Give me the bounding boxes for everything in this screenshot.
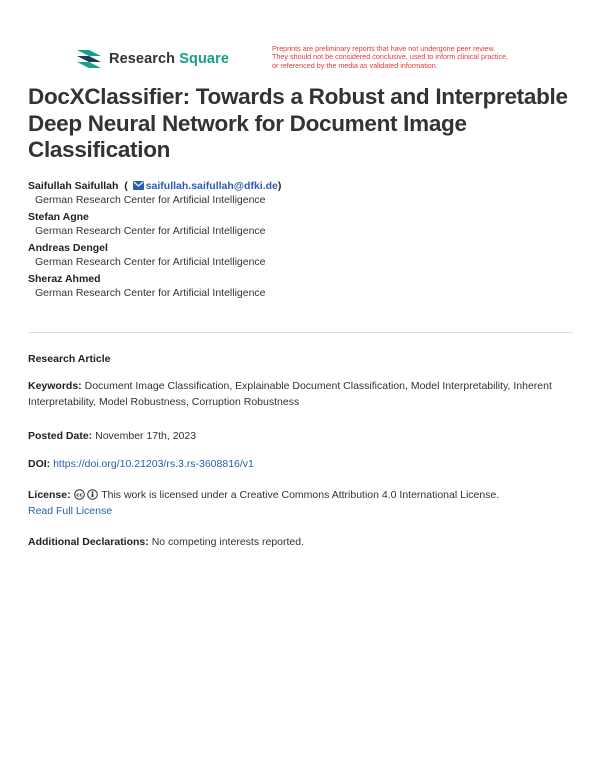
author-affiliation: German Research Center for Artificial Intelligence [35, 256, 266, 268]
license-label: License: [28, 489, 71, 501]
license-text: This work is licensed under a Creative Commons Attribution 4.0 International License. [101, 489, 500, 501]
author-name: Stefan Agne [28, 211, 89, 223]
paper-title: DocXClassifier: Towards a Robust and Interpretable Deep Neural Network for Document Image Classification [28, 84, 568, 162]
doi [28, 456, 573, 472]
author-entry: Saifullah Saifullah ( saifullah.saifullah@dfki.de) German Research Center for Artificial Intelligence [28, 179, 578, 207]
keywords [28, 378, 573, 410]
disclaimer-line: Preprints are preliminary reports that have not undergone peer review. [272, 44, 496, 53]
declarations-label: Additional Declarations: [28, 536, 149, 548]
author-affiliation: German Research Center for Artificial Intelligence [35, 287, 266, 299]
declarations-value: No competing interests reported. [151, 536, 305, 548]
author-name: Saifullah Saifullah [28, 180, 119, 192]
additional-declarations [28, 534, 573, 550]
author-email-link[interactable]: saifullah.saifullah@dfki.de [145, 180, 278, 192]
doi-link[interactable]: https://doi.org/10.21203/rs.3.rs-3608816/v1 [53, 458, 254, 470]
disclaimer-line: They should not be considered conclusive, used to inform clinical practice, [272, 52, 509, 62]
svg-text:cc: cc [75, 492, 83, 499]
posted-date-value: November 17th, 2023 [95, 430, 197, 442]
attribution-icon [87, 489, 98, 500]
section-divider [28, 332, 573, 333]
creative-commons-icon [74, 489, 85, 500]
keywords-value: Document Image Classification, Explainable Document Classification, Model Interpretability, Inherent Interpretability, Model Robustness, Corruption Robustness [28, 380, 552, 408]
doi-label: DOI: [28, 458, 51, 470]
keywords-label: Keywords: [28, 380, 82, 392]
license [28, 487, 573, 519]
author-affiliation: German Research Center for Artificial Intelligence [35, 194, 266, 206]
read-full-license-link[interactable]: Read Full License [28, 505, 113, 517]
article-type: Research Article [28, 353, 111, 365]
author-affiliation: German Research Center for Artificial Intelligence [35, 225, 266, 237]
posted-date [28, 428, 573, 444]
mail-icon [133, 181, 144, 190]
author-entry [28, 272, 578, 300]
author-entry [28, 241, 578, 269]
author-name: Andreas Dengel [28, 242, 108, 254]
preprint-disclaimer [272, 45, 572, 70]
disclaimer-line: or referenced by the media as validated information. [272, 60, 438, 70]
logo-wordmark: Research Square [109, 51, 229, 67]
author-name: Sheraz Ahmed [28, 273, 101, 285]
research-square-logo[interactable] [75, 48, 229, 70]
author-entry [28, 210, 578, 238]
research-square-logo-icon [75, 48, 103, 70]
posted-date-label: Posted Date: [28, 430, 93, 442]
author-list [28, 179, 578, 303]
